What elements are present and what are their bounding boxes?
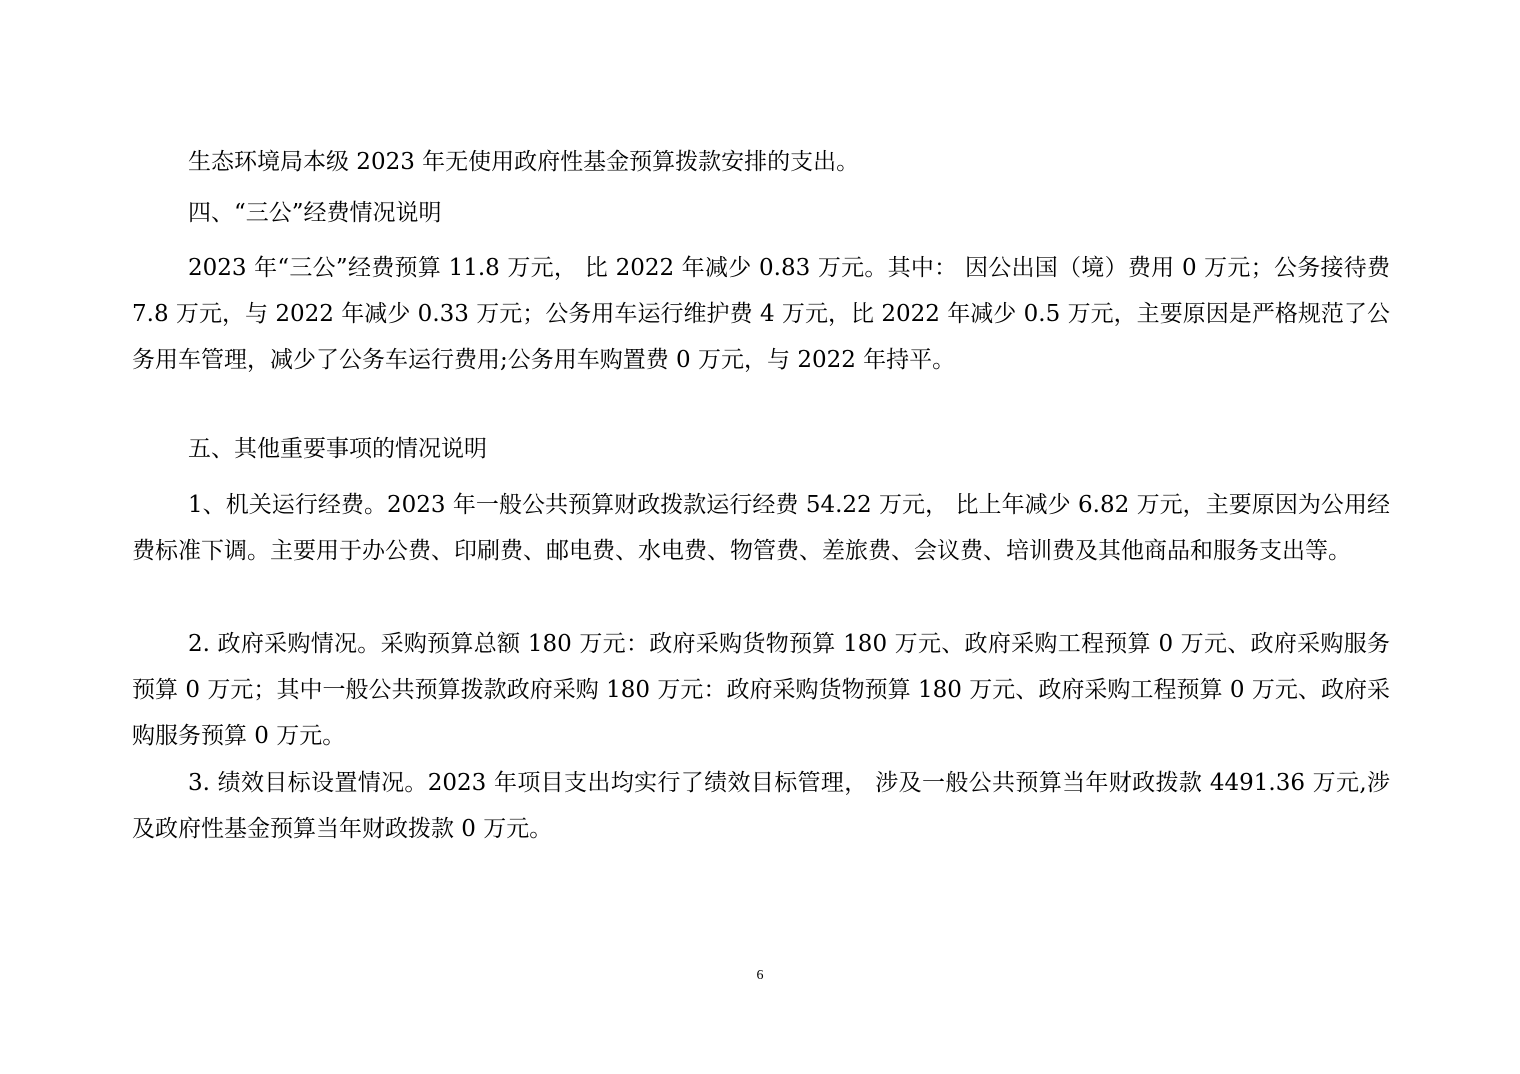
document-page [132, 0, 1390, 1074]
section-heading-other-matters: 五、其他重要事项的情况说明 [188, 436, 487, 462]
paragraph-fund-budget: 生态环境局本级 2023 年无使用政府性基金预算拨款安排的支出。 [188, 149, 860, 175]
paragraph-operating-expenses: 1、机关运行经费。2023 年一般公共预算财政拨款运行经费 54.22 万元， 比上年减少 6.82 万元，主要原因为公用经费标准下调。主要用于办公费、印刷费、邮电费、水电费、物管费、差旅费、会议费、培训费及其他商品和服务支出等。 [132, 492, 1390, 564]
page-number: 6 [756, 968, 764, 983]
section-heading-three-public: 四、“三公”经费情况说明 [188, 200, 442, 226]
paragraph-government-procurement: 2. 政府采购情况。采购预算总额 180 万元：政府采购货物预算 180 万元、政府采购工程预算 0 万元、政府采购服务预算 0 万元；其中一般公共预算拨款政府采购 180 万元：政府采购货物预算 180 万元、政府采购工程预算 0 万元、政府采购服务预算 0 万元。 [132, 631, 1390, 749]
paragraph-performance-targets: 3. 绩效目标设置情况。2023 年项目支出均实行了绩效目标管理， 涉及一般公共预算当年财政拨款 4491.36 万元,涉及政府性基金预算当年财政拨款 0 万元。 [132, 770, 1390, 842]
paragraph-three-public-expenses: 2023 年“三公”经费预算 11.8 万元， 比 2022 年减少 0.83 万元。其中： 因公出国（境）费用 0 万元；公务接待费 7.8 万元，与 2022 年减少 0.33 万元；公务用车运行维护费 4 万元，比 2022 年减少 0.5 万元，主要原因是严格规范了公务用车管理，减少了公务车运行费用;公务用车购置费 0 万元，与 2022 年持平。 [132, 255, 1390, 373]
